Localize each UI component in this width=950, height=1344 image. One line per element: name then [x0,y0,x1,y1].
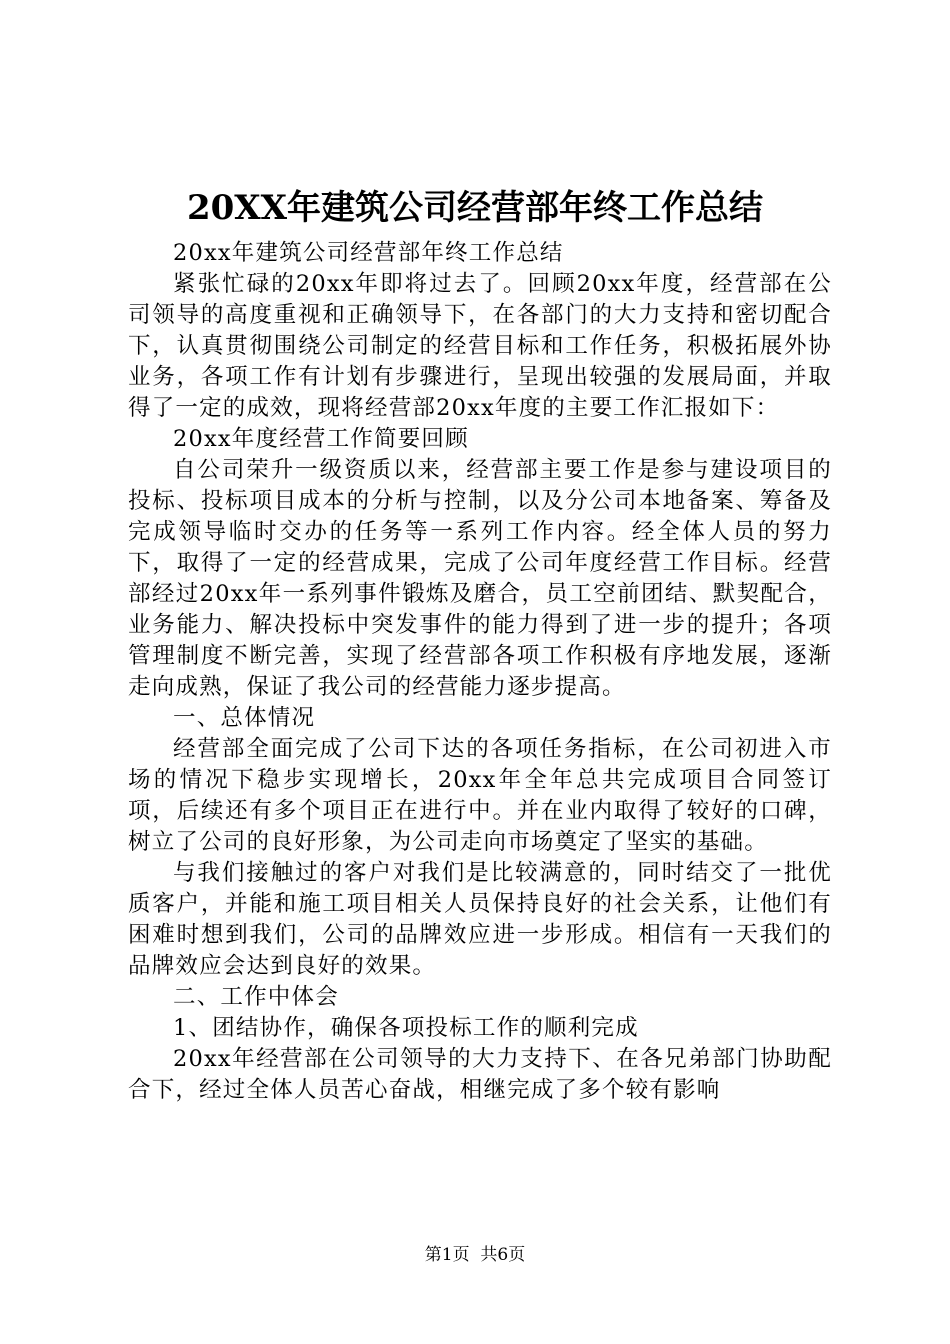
overall-paragraph-1: 经营部全面完成了公司下达的各项任务指标，在公司初进入市场的情况下稳步实现增长，20xx年全年总共完成项目合同签订 项，后续还有多个项目正在进行中。并在业内取得了较好的口碑，树立了公司的良好形象，为公司走向市场奠定了坚实的基础。 [128,736,880,855]
document-body [128,238,880,1106]
subtitle-paragraph: 20xx年建筑公司经营部年终工作总结 [173,240,564,266]
teamwork-paragraph: 20xx年经营部在公司领导的大力支持下、在各兄弟部门协助配合下，经过全体人员苦心奋战，相继完成了多个较有影响 [128,1046,832,1103]
intro-paragraph: 紧张忙碌的20xx年即将过去了。回顾20xx年度，经营部在公司领导的高度重视和正确领导下，在各部门的大力支持和密切配合下，认真贯彻围绕公司制定的经营目标和工作任务，积极拓展外协业务，各项工作有计划有步骤进行，呈现出较强的发展局面，并取得了一定的成效，现将经营部20xx年度的主要工作汇报如下： [128,271,832,421]
section-heading-review: 20xx年度经营工作简要回顾 [173,426,469,452]
overall-paragraph-2: 与我们接触过的客户对我们是比较满意的，同时结交了一批优质客户，并能和施工项目相关人员保持良好的社会关系，让他们有困难时想到我们，公司的品牌效应进一步形成。相信有一天我们的品牌效应会达到良好的效果。 [128,860,832,979]
section-heading-overall: 一、总体情况 [173,705,316,731]
page-indicator: 第1页 共6页 [424,1245,526,1265]
document-title: 20XX年建筑公司经营部年终工作总结 [186,188,764,228]
review-paragraph: 自公司荣升一级资质以来，经营部主要工作是参与建设项目的投标、投标项目成本的分析与控制，以及分公司本地备案、筹备及完成领导临时交办的任务等一系列工作内容。经全体人员的努力下，取得了一定的经营成果，完成了公司年度经营工作目标。经营部经过20xx年一系列事件锻炼及磨合，员工空前团结、默契配合，业务能力、解决投标中突发事件的能力得到了进一步的提升；各项管理制度不断完善，实现了经营部各项工作积极有序地发展，逐渐走向成熟，保证了我公司的经营能力逐步提高。 [128,457,832,700]
subsection-heading-teamwork: 1、团结协作，确保各项投标工作的顺利完成 [173,1015,639,1041]
section-heading-experience: 二、工作中体会 [173,984,339,1010]
